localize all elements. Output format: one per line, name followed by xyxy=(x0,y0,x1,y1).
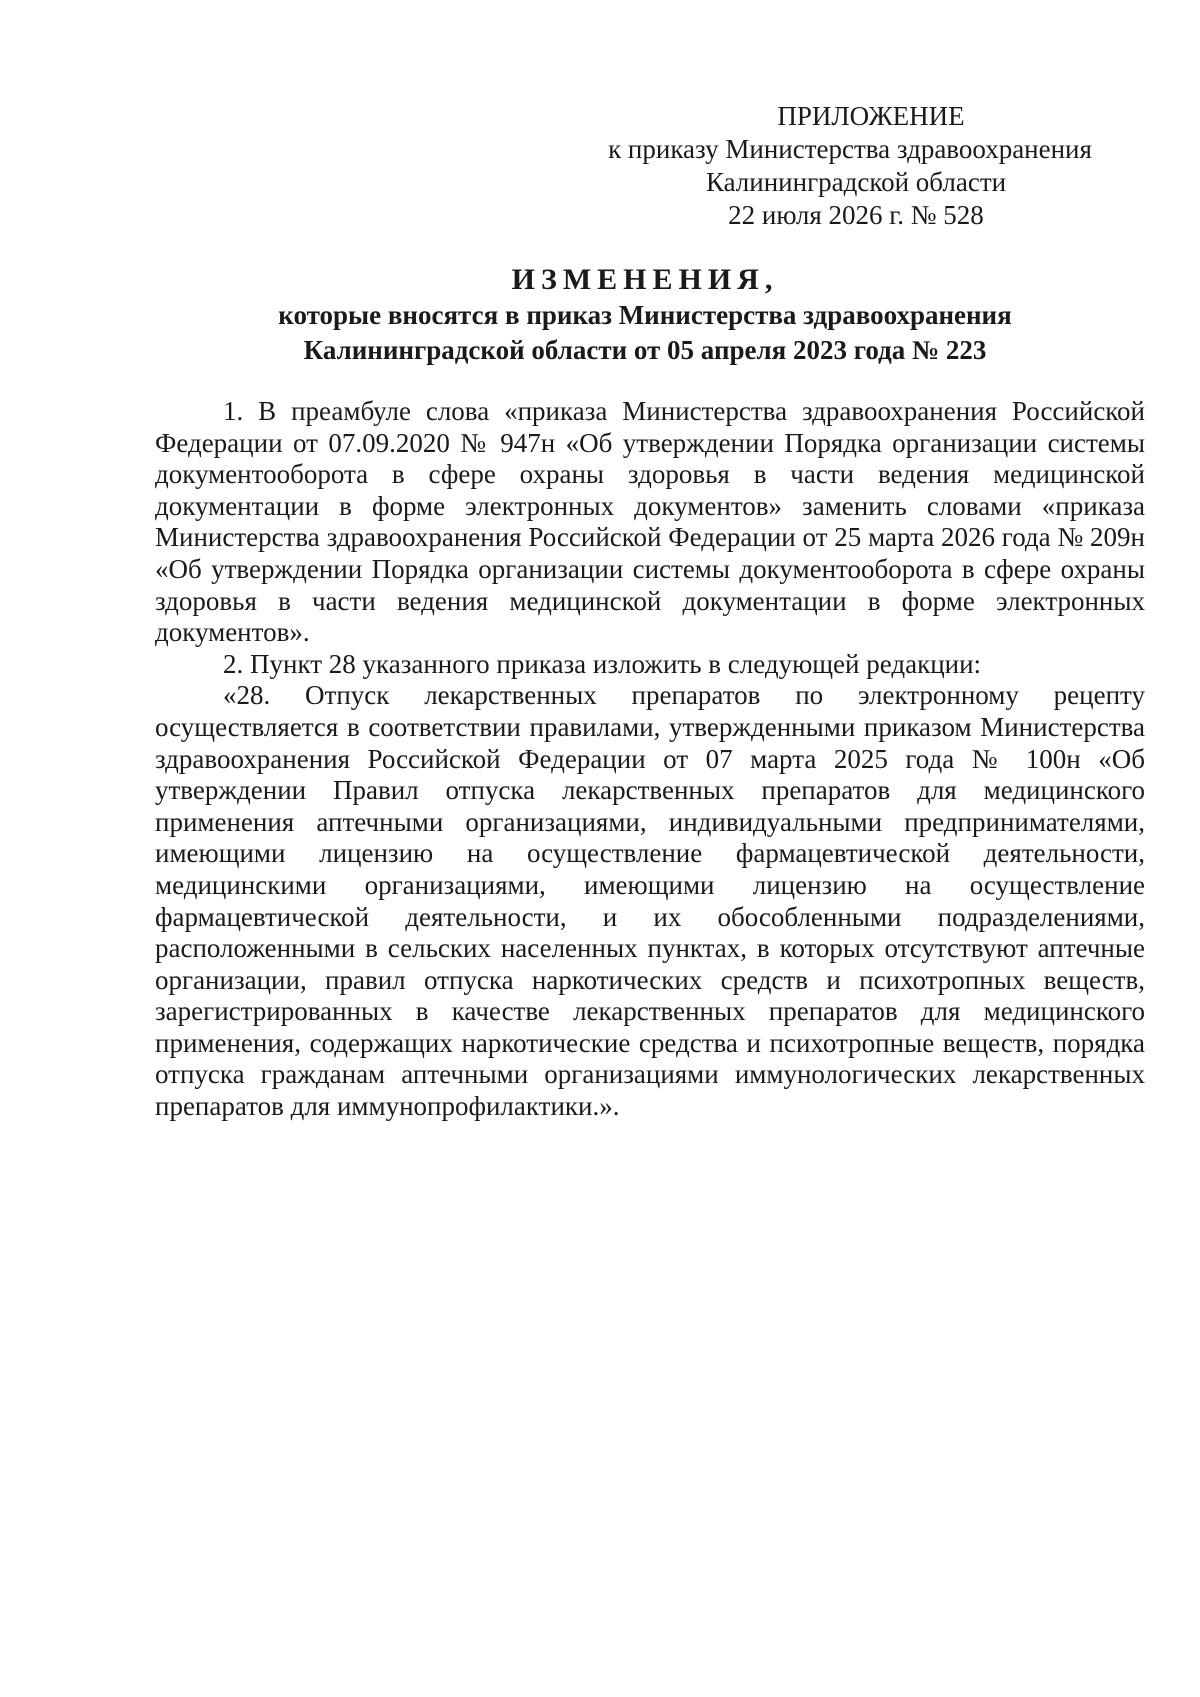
document-body xyxy=(155,396,1145,1123)
appendix-region: Калининградской области xyxy=(705,167,1007,197)
appendix-order-ref: к приказу Министерства здравоохранения xyxy=(608,134,1092,164)
appendix-label: ПРИЛОЖЕНИЕ xyxy=(777,101,965,131)
title-subline-2: Калининградской области от 05 апреля 2023 года № 223 xyxy=(303,335,987,365)
appendix-header xyxy=(560,100,1140,232)
title-subline-1: которые вносятся в приказ Министерства здравоохранения xyxy=(278,300,1012,330)
title-heading: ИЗМЕНЕНИЯ, xyxy=(511,263,779,296)
document-title xyxy=(150,262,1140,368)
paragraph-1: 1. В преамбуле слова «приказа Министерства здравоохранения Российской Федерации от 07.09.2020 № 947н «Об утверждении Порядка организации системы документооборота в сфере охраны здоровья в части ведения медицинской документации в форме электронных документов» заменить словами «приказа Министерства здравоохранения Российской Федерации от 25 марта 2026 года № 209н «Об утверждении Порядка организации системы документооборота в сфере охраны здоровья в части ведения медицинской документации в форме электронных документов». xyxy=(155,396,1145,648)
paragraph-3: «28. Отпуск лекарственных препаратов по электронному рецепту осуществляется в соответствии правилами, утвержденными приказом Министерства здравоохранения Российской Федерации от 07 марта 2025 года № 100н «Об утверждении Правил отпуска лекарственных препаратов для медицинского применения аптечными организациями, индивидуальными предпринимателями, имеющими лицензию на осуществление фармацевтической деятельности, медицинскими организациями, имеющими лицензию на осуществление фармацевтической деятельности, и их обособленными подразделениями, расположенными в сельских населенных пунктах, в которых отсутствуют аптечные организации, правил отпуска наркотических средств и психотропных веществ, зарегистрированных в качестве лекарственных препаратов для медицинского применения, содержащих наркотические средства и психотропные веществ, порядка отпуска гражданам аптечными организациями иммунологических лекарственных препаратов для иммунопрофилактики.». xyxy=(155,680,1145,1122)
paragraph-2: 2. Пункт 28 указанного приказа изложить в следующей редакции: xyxy=(223,648,982,679)
appendix-date-number: 22 июля 2026 г. № 528 xyxy=(728,200,984,230)
